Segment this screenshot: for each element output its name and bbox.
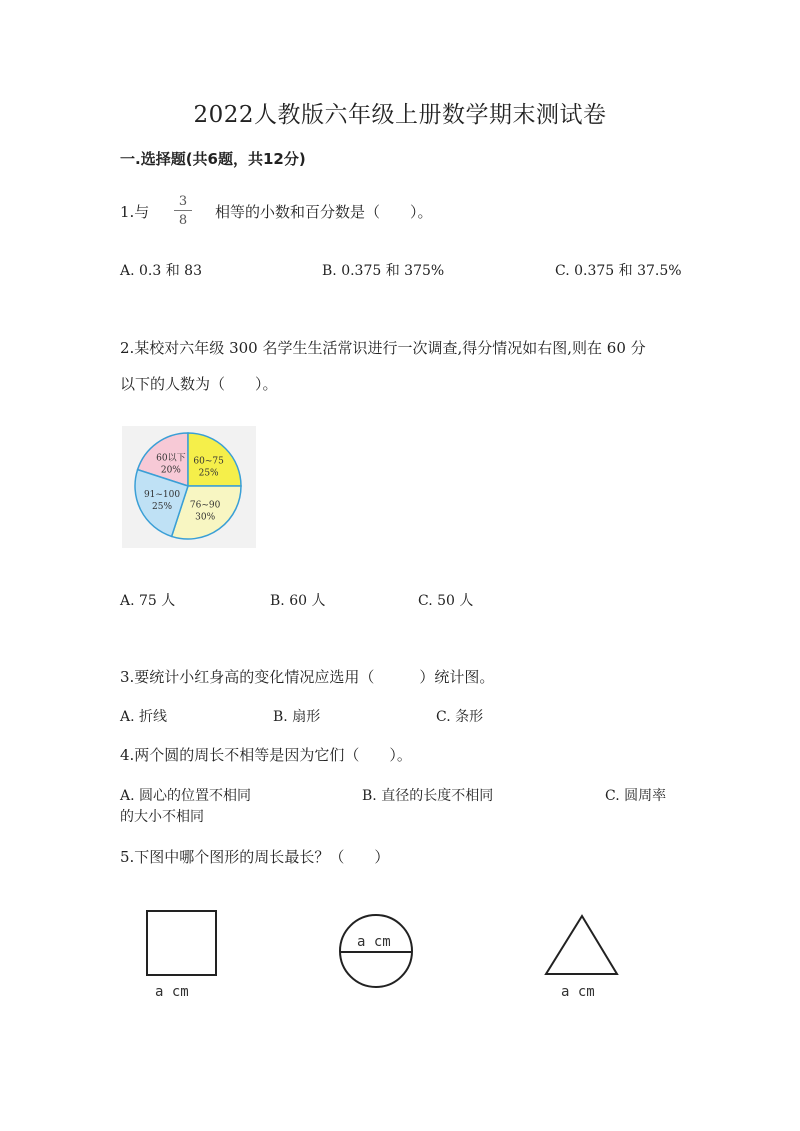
q2-option-c: C. 50 人 bbox=[418, 593, 474, 609]
q1-fraction-bar bbox=[174, 210, 192, 211]
q3-text: 3.要统计小红身高的变化情况应选用（ ）统计图。 bbox=[120, 668, 495, 686]
pie-slice-percent: 25% bbox=[152, 502, 173, 513]
q2-text-line2: 以下的人数为（ ）。 bbox=[120, 375, 278, 393]
pie-slice-label: 60以下 bbox=[156, 453, 186, 464]
q3-option-a: A. 折线 bbox=[120, 709, 168, 725]
page-title: 2022人教版六年级上册数学期末测试卷 bbox=[193, 102, 607, 128]
q2-option-a: A. 75 人 bbox=[120, 593, 176, 609]
q1-option-a: A. 0.3 和 83 bbox=[120, 263, 202, 279]
pie-chart-panel bbox=[122, 426, 256, 548]
triangle-label: a cm bbox=[561, 984, 595, 1000]
section-heading: 一.选择题(共6题，共12分) bbox=[120, 150, 306, 168]
q4-option-b: B. 直径的长度不相同 bbox=[362, 788, 494, 804]
triangle-shape bbox=[546, 916, 617, 974]
q2-option-b: B. 60 人 bbox=[270, 593, 326, 609]
circle-label: a cm bbox=[357, 934, 391, 950]
q1-fraction-denominator: 8 bbox=[178, 213, 188, 228]
q1-suffix: 相等的小数和百分数是（ ）。 bbox=[215, 203, 433, 221]
pie-slice-label: 60~75 bbox=[193, 456, 224, 467]
q4-option-c-continued: 的大小不相同 bbox=[120, 809, 204, 825]
q1-prefix: 1.与 bbox=[120, 203, 150, 221]
q1-fraction bbox=[174, 194, 192, 228]
pie-slice-percent: 30% bbox=[195, 512, 216, 523]
pie-chart bbox=[122, 426, 256, 548]
pie-slice-percent: 20% bbox=[160, 465, 181, 476]
square-label: a cm bbox=[155, 984, 189, 1000]
q2-text-line1: 2.某校对六年级 300 名学生生活常识进行一次调查,得分情况如右图,则在 60 分 bbox=[120, 339, 646, 357]
q3-option-b: B. 扇形 bbox=[273, 709, 321, 725]
q1-option-c: C. 0.375 和 37.5% bbox=[555, 263, 682, 279]
q1-fraction-numerator: 3 bbox=[178, 194, 188, 209]
pie-slice-percent: 25% bbox=[198, 468, 219, 479]
q4-text: 4.两个圆的周长不相等是因为它们（ ）。 bbox=[120, 746, 412, 764]
pie-slice-label: 91~100 bbox=[143, 490, 181, 501]
q1-option-b: B. 0.375 和 375% bbox=[322, 263, 445, 279]
q4-option-c: C. 圆周率 bbox=[605, 788, 667, 804]
pie-slice-label: 76~90 bbox=[189, 500, 221, 511]
q5-text: 5.下图中哪个图形的周长最长？（ ） bbox=[120, 848, 390, 866]
q3-option-c: C. 条形 bbox=[436, 709, 484, 725]
q5-figures bbox=[0, 890, 800, 1020]
q4-option-a: A. 圆心的位置不相同 bbox=[120, 788, 252, 804]
square-shape bbox=[147, 911, 216, 975]
